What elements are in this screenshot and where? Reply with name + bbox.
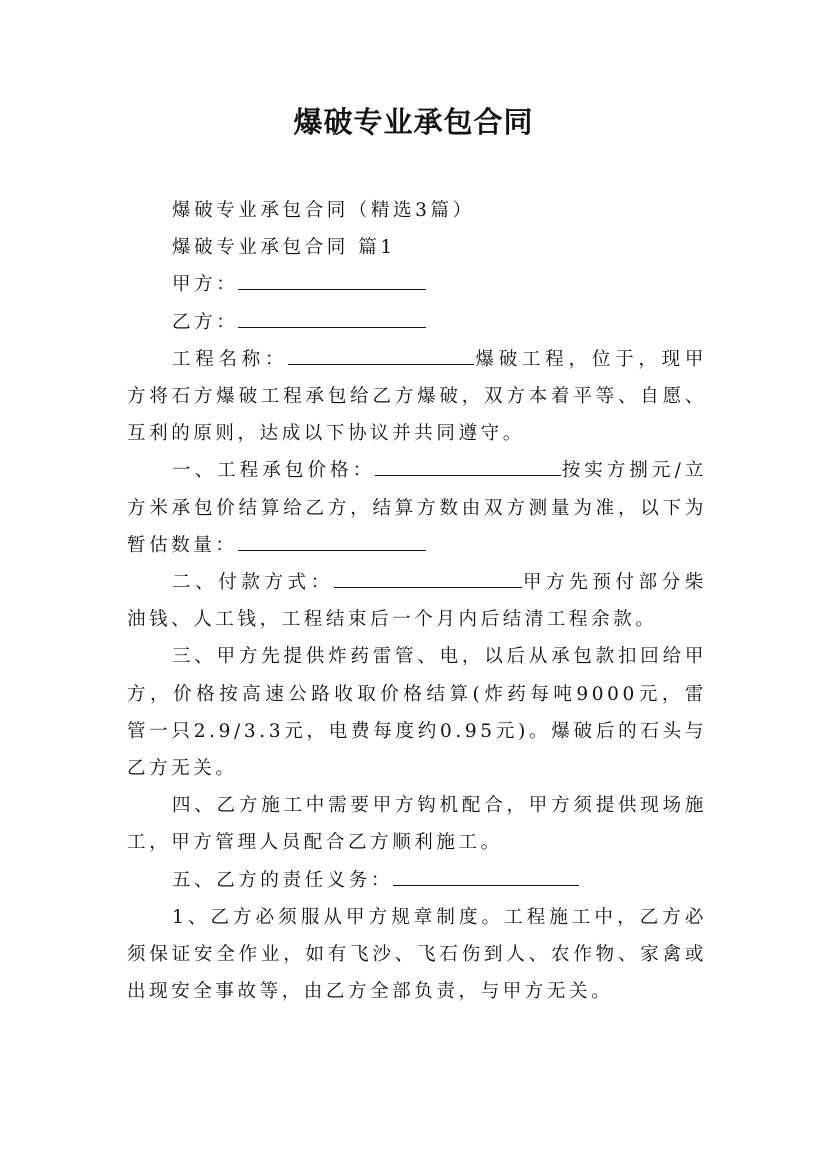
clause-1-price-blank <box>375 457 561 476</box>
clause-1-paragraph <box>127 452 707 564</box>
clause-2-blank <box>334 569 522 588</box>
clause-1-quantity-blank <box>238 532 426 551</box>
clause-3-paragraph <box>127 638 707 787</box>
party-b-blank <box>238 309 426 328</box>
project-name-paragraph <box>127 341 707 453</box>
clause-5-paragraph <box>127 862 707 899</box>
party-a-label: 甲方： <box>172 274 239 296</box>
party-a-blank <box>238 271 426 290</box>
party-b-label: 乙方： <box>172 311 239 333</box>
paragraph-text: 爆破专业承包合同（精选3篇） <box>172 200 475 221</box>
clause-5-blank <box>393 867 579 886</box>
paragraph-intro <box>127 192 707 229</box>
clause-4-text: 四、乙方施工中需要甲方钩机配合，甲方须提供现场施工，甲方管理人员配合乙方顺利施工。 <box>127 795 707 854</box>
project-name-text: 爆破工程，位于，现甲方将石方爆破工程承包给乙方爆破，双方本着平等、自愿、互利的原则，达成以下协议并共同遵守。 <box>127 348 707 445</box>
clause-2-label: 二、付款方式： <box>172 572 334 594</box>
clause-4-paragraph <box>127 787 707 861</box>
paragraph-text: 爆破专业承包合同 篇1 <box>172 237 396 259</box>
clause-5-label: 五、乙方的责任义务： <box>172 869 394 891</box>
clause-1-text: 按实方捌元/立方米承包价结算给乙方，结算方数由双方测量为准，以下为暂估数量： <box>127 460 708 556</box>
document-body <box>127 192 707 1010</box>
project-name-label: 工程名称： <box>172 348 289 370</box>
clause-1-label: 一、工程承包价格： <box>172 460 376 482</box>
document-title: 爆破专业承包合同 <box>293 105 534 139</box>
party-b-line <box>127 304 707 341</box>
clause-2-paragraph <box>127 564 707 638</box>
party-a-line <box>127 266 707 303</box>
clause-5-1-text: 1、乙方必须服从甲方规章制度。工程施工中，乙方必须保证安全作业，如有飞沙、飞石伤到人、农作物、家禽或出现安全事故等，由乙方全部负责，与甲方无关。 <box>127 906 707 1003</box>
clause-2-text: 甲方先预付部分柴油钱、人工钱，工程结束后一个月内后结清工程余款。 <box>127 572 707 631</box>
project-name-blank <box>288 346 474 365</box>
paragraph-heading <box>127 229 707 266</box>
clause-3-text: 三、甲方先提供炸药雷管、电，以后从承包款扣回给甲方，价格按高速公路收取价格结算(炸药每吨9000元，雷管一只2.9/3.3元，电费每度约0.95元)。爆破后的石头与乙方无关。 <box>127 646 707 780</box>
clause-5-1-paragraph <box>127 899 707 1011</box>
